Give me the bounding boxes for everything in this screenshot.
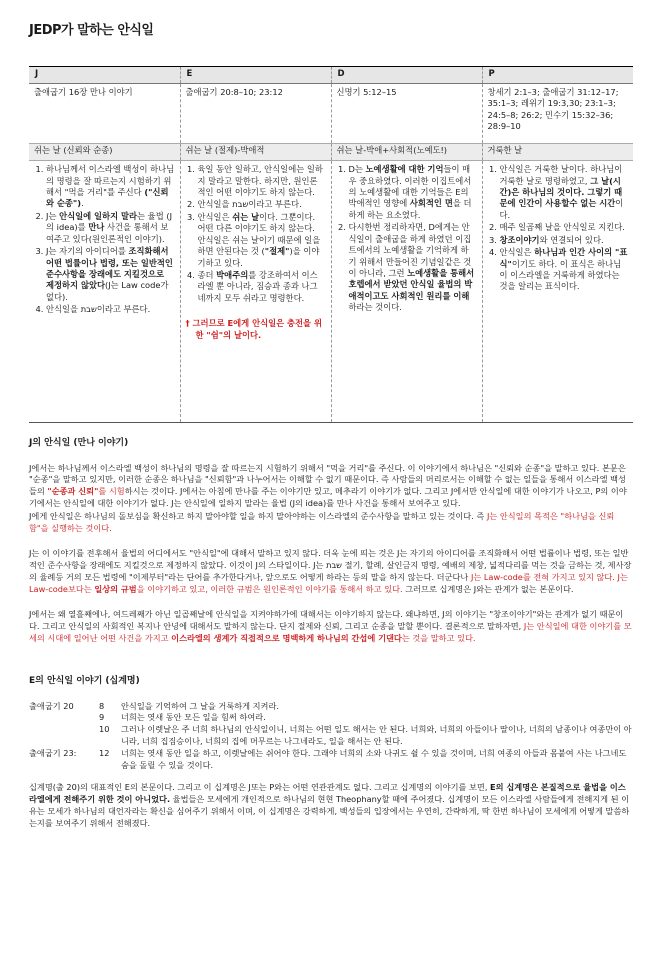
verse-number: 12 <box>99 748 110 759</box>
list-item: 3. 안식일은 쉬는 날이다. 그뿐이다. 어떤 다른 이야기도 하지 않는다. 안식일은 쉬는 날이기 때문에 일을 하면 안된다는 것 ("절제")을 이야기하고 있다. <box>198 212 326 269</box>
ref-e: 출애굽기 20:8–10; 23:12 <box>180 83 331 143</box>
list-item: 4. 안식일은 하나님과 인간 사이의 "표식"이기도 하다. 이 표식은 하나님이 이스라엘을 거룩하게 하였다는 것을 알리는 표식이다. <box>500 247 629 293</box>
reference-row <box>29 83 633 143</box>
subtitle-j: 쉬는 날 (신뢰와 순종) <box>29 143 180 160</box>
subtitle-d: 쉬는 날-박애+사회적(노예도!) <box>331 143 482 160</box>
list-item: 4. 안식일을 שבת이라고 부른다. <box>46 304 175 315</box>
list-item: 1. 안식일은 거룩한 날이다. 하나님이 거룩한 날로 명령하였고, 그 날(시간)은 하나님의 것이다. 그렇기 때문에 인간이 사용할수 없는 시간이다. <box>500 164 629 221</box>
section-j-paragraph: J는 이 이야기를 전후해서 율법의 어디에서도 "안식일"에 대해서 말하고 있지 않다. 더욱 눈에 띄는 것은 J는 자기의 아이디어를 조직화해서 어떤 법률이나 법령, 또는 일반적인 준수사항을 장래에도 지킬것으로 제정하지 않았다. 이것이 J의 스타일이다. J는 שבת 절기, 할례, 살인금지 명령, 예배의 제창, 넓적다리를 먹는 것을 금하는 것, 제사장의 율례등 거의 모든 법령에 "이제부터"라는 단어를 추가한다거나, 앞으로도 어떻게 하라는 등의 말을 하지 않는다. 더군다나 J는 Law-code를 전혀 가지고 있지 않다. J는 Law-code보다는 일상의 규범을 이야기하고 있고, 이러한 규범은 원인론적인 이야기를 통해서 하고 있다. 그러므로 십계명은 J와는 관계가 없는 본문이다. <box>29 548 632 595</box>
verse-number: 8 <box>99 700 105 711</box>
verse-ref: 출애굽기 20 <box>29 700 74 711</box>
e-conclusion-note: † 그러므로 E에게 안식일은 충전을 위한 "쉼"의 날이다. <box>185 318 322 340</box>
list-item: 3. 창조이야기와 연결되어 있다. <box>500 235 629 246</box>
list-item: 2. 다시한번 정리하자면, D에게는 안식일이 출애굽을 하게 하였던 이집트에서의 노예생활을 기억하게 하기 위해서 만들어진 기념일같은 것이 아니라, 그런 노예생활을 통해서 호렙에서 받았던 안식일 율법의 박애적이고도 사회적인 원리를 이해하라는 것이다. <box>349 222 477 314</box>
subtitle-p: 거룩한 날 <box>482 143 633 160</box>
list-item: 2. 안식일을 שבת이라고 부른다. <box>198 199 326 210</box>
verse-number: 9 <box>99 712 105 723</box>
list-item: 3. J는 자기의 아이디어를 조직화해서 어떤 법률이나 법령, 또는 일반적인 준수사항을 장래에도 지킬것으로 제정하지 않았다(J는 Law code가 없다). <box>46 246 175 303</box>
verse-ref: 출애굽기 23: <box>29 748 77 759</box>
ref-d: 신명기 5:12–15 <box>331 83 482 143</box>
header-j: J <box>29 66 180 83</box>
page-title: JEDP가 말하는 안식일 <box>29 23 154 38</box>
body-d <box>331 161 482 423</box>
section-e-title: E의 안식일 이야기 (십계명) <box>29 676 140 687</box>
header-e: E <box>180 66 331 83</box>
verse-text: 안식일을 기억하여 그 날을 거룩하게 지켜라. <box>121 700 279 711</box>
list-item: 1. D는 노예생활에 대한 기억들이 매우 중요하였다. 이러한 이집트에서의 노예생활에 대한 기억들은 E의 박애적인 영향에 사회적인 면을 더하게 하는 요소였다. <box>349 164 477 221</box>
verse-ref <box>29 724 99 748</box>
section-j-title: J의 안식일 (만나 이야기) <box>29 438 129 449</box>
list-item: 2. 매주 일곱째 날을 안식일로 지킨다. <box>500 222 629 233</box>
ref-j: 출애굽기 16장 만나 이야기 <box>34 86 133 97</box>
verse-list <box>29 701 633 773</box>
body-e <box>180 161 331 423</box>
verse-text: 너희는 엿새 동안 일을 하고, 이렛날에는 쉬어야 한다. 그래야 너희의 소와 나귀도 쉴 수 있을 것이며, 너희 여종의 아들과 몸붙여 사는 나그네도 숨을 돌릴 수 있을 것이다. <box>121 748 627 771</box>
verse-ref <box>29 712 99 724</box>
header-d: D <box>331 66 482 83</box>
list-item: 4. 종더 박애주의를 강조하여서 이스라엘 뿐 아니라, 짐승과 종과 나그네까지 모두 쉬라고 명령한다. <box>198 270 326 304</box>
section-j-paragraph: J에서는 하나님께서 이스라엘 백성이 하나님의 명령을 잘 따르는지 시험하기 위해서 "먹을 거리"를 주신다. 이 이야기에서 하나님은 "신뢰와 순종"을 말하고 있다. 본문은 "순종"을 말하고 있지만, 이러한 순종은 하나님을 "신뢰함"과 나누어서는 이해할 수 없기 때문이다. 즉 사람들의 머리로서는 이해할 수 없는 일들을 통해서 이스라엘 백성들의 "순종과 신뢰"를 시험하시는 것이다. J에서는 아침에 만나를 주는 이야기만 있고, 메추라기 이야기가 없다. 그리고 J에서만 안식일에 대한 이야기가 나오고, P의 이야기에서는 안식일에 대한 이야기가 없다. J는 안식일에 일하지 말라는 율법 (J의 idea)를 만나 사건을 통해서 보여주고 있다. <box>29 462 627 509</box>
verse-text: 그러나 이렛날은 주 너희 하나님의 안식일이니, 너희는 어떤 일도 해서는 안 된다. 너희와, 너희의 아들이나 딸이나, 너희의 남종이나 여종만이 아니라, 너희 집짐승이나, 너희의 집에 머무르는 나그네라도, 일을 해서는 안 된다. <box>121 724 632 747</box>
body-p <box>482 161 633 423</box>
section-j-paragraph: J에게 안식일은 하나님의 돌보심을 확신하고 하지 말아야할 일을 하지 말아야하는 이스라엘의 준수사항을 말하고 있는 것이다. 즉 J는 안식일의 목적은 "하나님을 신뢰함"을 실행하는 것이다. <box>29 511 615 534</box>
table-header-row <box>29 66 633 83</box>
list-item: 1. 하나님께서 이스라엘 백성이 하나님의 명령을 잘 따르는지 시험하기 위해서 "먹을 거리"를 주신다 ("신뢰와 순종"). <box>46 164 175 210</box>
body-row <box>29 161 633 423</box>
list-item: 2. J는 안식일에 일하지 말라는 율법 (J의 idea)를 만나 사건을 통해서 보여주고 있다(원인론적인 이야기). <box>46 211 175 245</box>
subtitle-e: 쉬는 날 (절제)-박애적 <box>180 143 331 160</box>
subtitle-row <box>29 143 633 160</box>
document-page <box>29 22 633 831</box>
verse-text: 너희는 엿새 동안 모든 일을 힘써 하여라. <box>121 712 266 723</box>
jedp-comparison-table <box>29 66 633 423</box>
verse-number: 10 <box>99 724 110 735</box>
section-e-paragraph: 십계명(출 20)의 대표적인 E의 본문이다. 그리고 이 십계명은 J또는 P와는 어떤 연관관계도 없다. 그리고 십계명의 이야기를 보면, E의 십계명은 본질적으로 율법을 이스라엘에게 전해주기 위한 것이 아니었다. 율법들은 모세에게 개인적으로 하나님의 현현 Theophany할 때에 주어졌다. 십계명이 모든 이스라엘 사람들에게 전해지게 된 이유는 모세가 하나님의 대언자라는 확신을 심어주기 위해서 이며, 이 십계명은 강력하게, 백성들의 입장에서는 우연히, 간략하게, 딱 한번 하나님이 모세에게 어떻게 말씀하는지를 보여주기 위해서 전해졌다. <box>29 782 630 829</box>
section-j-paragraph: J에서는 왜 열흘째에나, 여드레째가 아닌 일곱째날에 안식일을 지켜야하가에 대해서는 이야기하지 않는다. 왜냐하면, J의 이야기는 "창조이야기"와는 관계가 없기 때문이다. 그리고 안식일의 사회적인 복지나 안녕에 대해서도 말하지 않는다. 단지 절제와 신뢰, 그리고 순종을 말할 뿐이다. 결론적으로 말하자면, J는 안식일에 대한 이야기를 모세의 시대에 일어난 어떤 사건을 가지고 이스라엘의 생계가 직접적으로 명백하게 하나님의 간섭에 기댄다는 것을 말하고 있다. <box>29 609 632 644</box>
body-j <box>29 161 180 423</box>
ref-p: 창세기 2:1–3; 출애굽기 31:12–17; 35:1–3; 레위기 19:3,30; 23:1–3; 24:5–8; 26:2; 민수기 15:32–36; 28:9–10 <box>482 83 633 143</box>
header-p: P <box>482 66 633 83</box>
list-item: 1. 육일 동안 일하고, 안식일에는 일하지 말라고 말한다. 하지만, 원인론적인 어떤 이야기도 하지 않는다. <box>198 164 326 198</box>
